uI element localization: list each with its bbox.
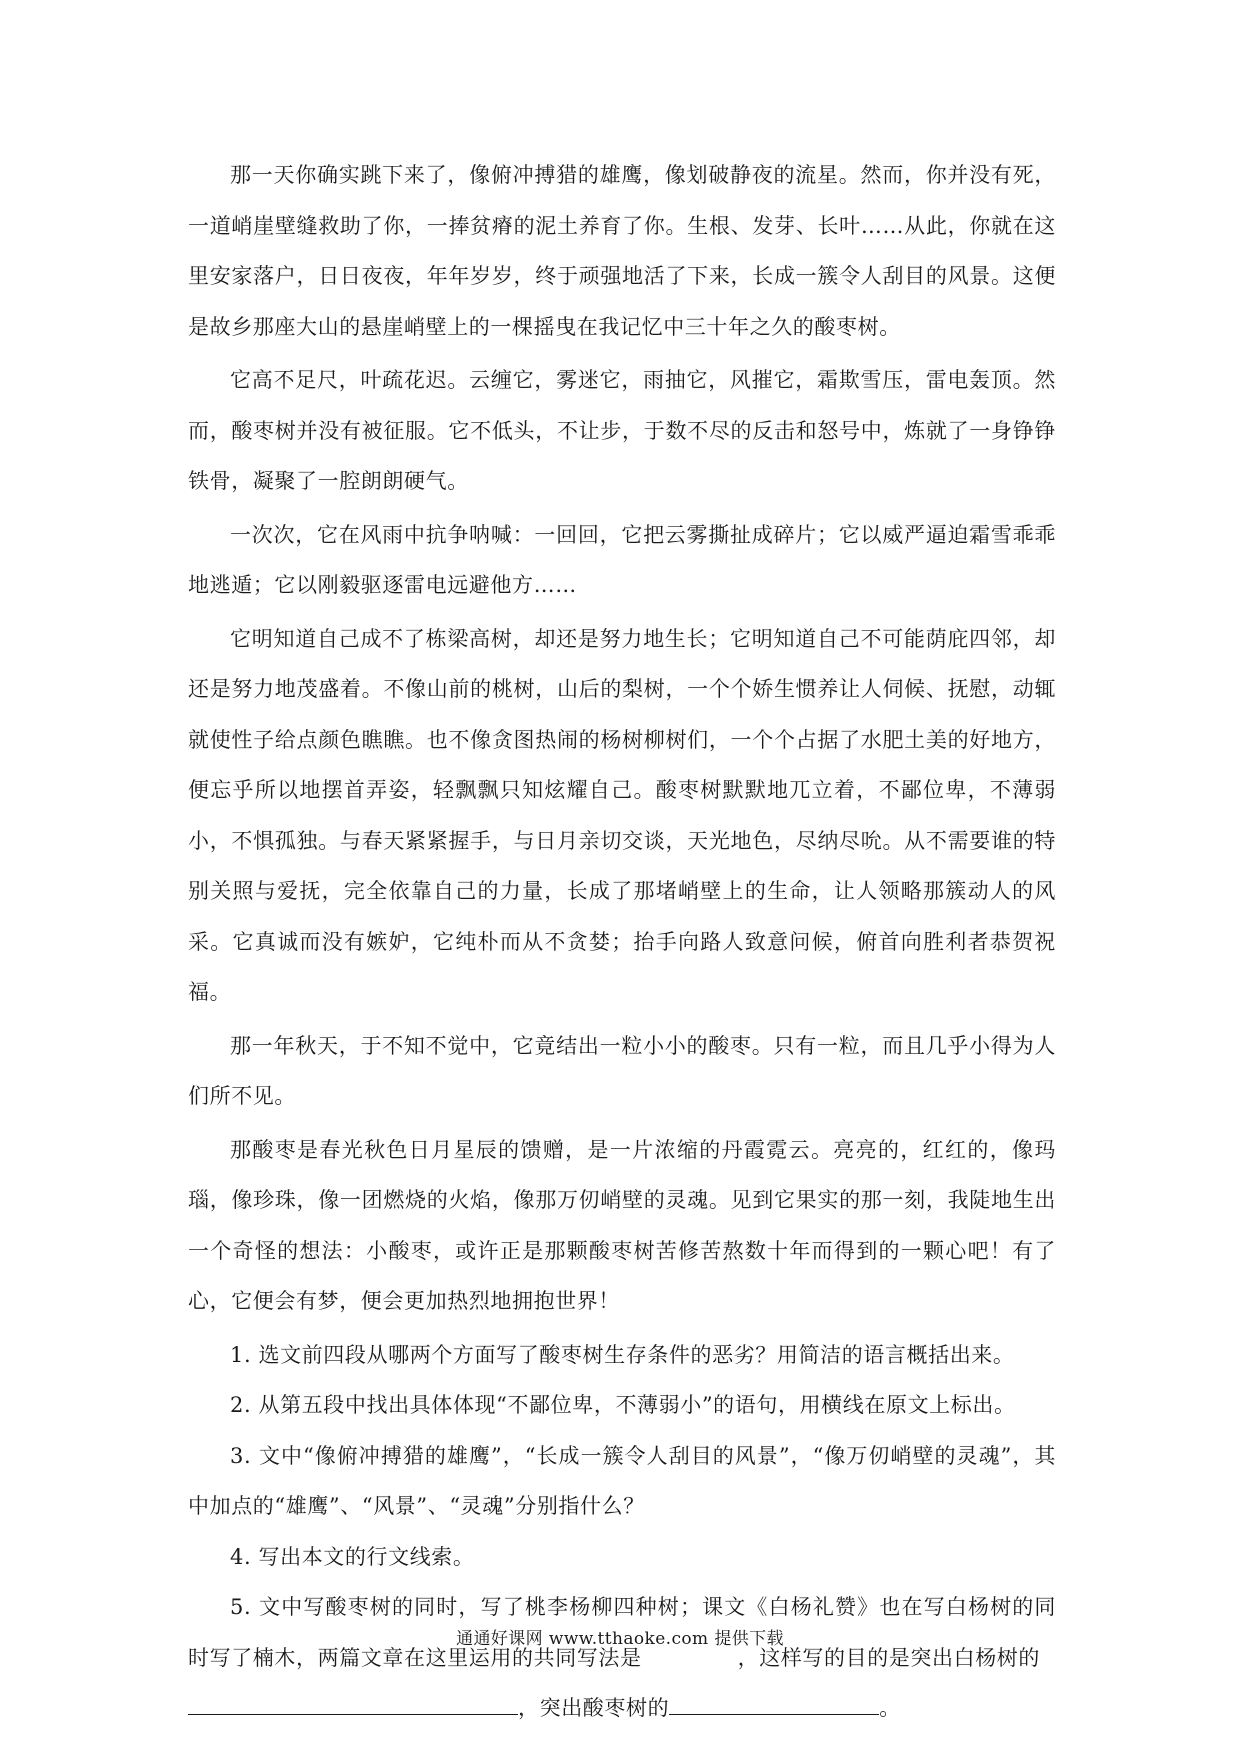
question-4: 4. 写出本文的行文线索。 [230, 1544, 475, 1569]
article-paragraph-2: 它高不足尺，叶疏花迟。云缠它，雾迷它，雨抽它，风摧它，霜欺雪压，雷电轰顶。然而，酸枣树并没有被征服。它不低头，不让步，于数不尽的反击和怒号中，炼就了一身铮铮铁骨，凝聚了一腔朗朗硬气。 [188, 368, 1056, 493]
question-2: 2. 从第五段中找出具体体现“不鄙位卑，不薄弱小”的语句，用横线在原文上标出。 [230, 1393, 1016, 1417]
question-5-text-3: ，突出酸枣树的 [518, 1696, 670, 1720]
question-3: 3. 文中“像俯冲搏猎的雄鹰”，“长成一簇令人刮目的风景”，“像万仞峭壁的灵魂”，其中加点的“雄鹰”、“风景”、“灵魂”分别指什么？ [188, 1443, 1056, 1518]
question-5-text-1: 5. 文中写酸枣树的同时，写了桃李杨柳四种树；课文《白杨礼赞》也在写白杨树的同时写了楠木，两篇文章在这里运用的共同写法是 [188, 1595, 1056, 1670]
article-paragraph-5: 那一年秋天，于不知不觉中，它竟结出一粒小小的酸枣。只有一粒，而且几乎小得为人们所不见。 [188, 1033, 1056, 1108]
answer-blank-2[interactable] [188, 1696, 518, 1715]
article-paragraph-1: 那一天你确实跳下来了，像俯冲搏猎的雄鹰，像划破静夜的流星。然而，你并没有死，一道峭崖壁缝救助了你，一捧贫瘠的泥土养育了你。生根、发芽、长叶……从此，你就在这里安家落户，日日夜夜，年年岁岁，终于顽强地活了下来，长成一簇令人刮目的风景。这便是故乡那座大山的悬崖峭壁上的一棵摇曳在我记忆中三十年之久的酸枣树。 [188, 163, 1056, 339]
footer-watermark: 通通好课网 www.tthaoke.com 提供下载 [456, 1629, 784, 1649]
question-5-text-4: 。 [879, 1696, 901, 1720]
article-paragraph-3: 一次次，它在风雨中抗争呐喊：一回回，它把云雾撕扯成碎片；它以威严逼迫霜雪乖乖地逃遁；它以刚毅驱逐雷电远避他方…… [188, 522, 1056, 597]
question-5 [188, 1582, 1056, 1734]
article-paragraph-6: 那酸枣是春光秋色日月星辰的馈赠，是一片浓缩的丹霞霓云。亮亮的，红红的，像玛瑙，像珍珠，像一团燃烧的火焰，像那万仞峭壁的灵魂。见到它果实的那一刻，我陡地生出一个奇怪的想法：小酸枣，或许正是那颗酸枣树苦修苦熬数十年而得到的一颗心吧！有了心，它便会有梦，便会更加热烈地拥抱世界！ [188, 1137, 1056, 1313]
question-5-text-2: ，这样写的目的是突出白杨树的 [737, 1645, 1041, 1670]
article-paragraph-4: 它明知道自己成不了栋梁高树，却还是努力地生长；它明知道自己不可能荫庇四邻，却还是努力地茂盛着。不像山前的桃树，山后的梨树，一个个娇生惯养让人伺候、抚慰，动辄就使性子给点颜色瞧瞧。也不像贪图热闹的杨树柳树们，一个个占据了水肥土美的好地方，便忘乎所以地摆首弄姿，轻飘飘只知炫耀自己。酸枣树默默地兀立着，不鄙位卑，不薄弱小，不惧孤独。与春天紧紧握手，与日月亲切交谈，天光地色，尽纳尽吮。从不需要谁的特别关照与爱抚，完全依靠自己的力量，长成了那堵峭壁上的生命，让人领略那簇动人的风采。它真诚而没有嫉妒，它纯朴而从不贪婪；抬手向路人致意问候，俯首向胜利者恭贺祝福。 [188, 626, 1056, 1004]
document-body [188, 150, 1056, 1734]
answer-blank-3[interactable] [669, 1696, 879, 1715]
question-1: 1. 选文前四段从哪两个方面写了酸枣树生存条件的恶劣？用简洁的语言概括出来。 [230, 1342, 1015, 1367]
